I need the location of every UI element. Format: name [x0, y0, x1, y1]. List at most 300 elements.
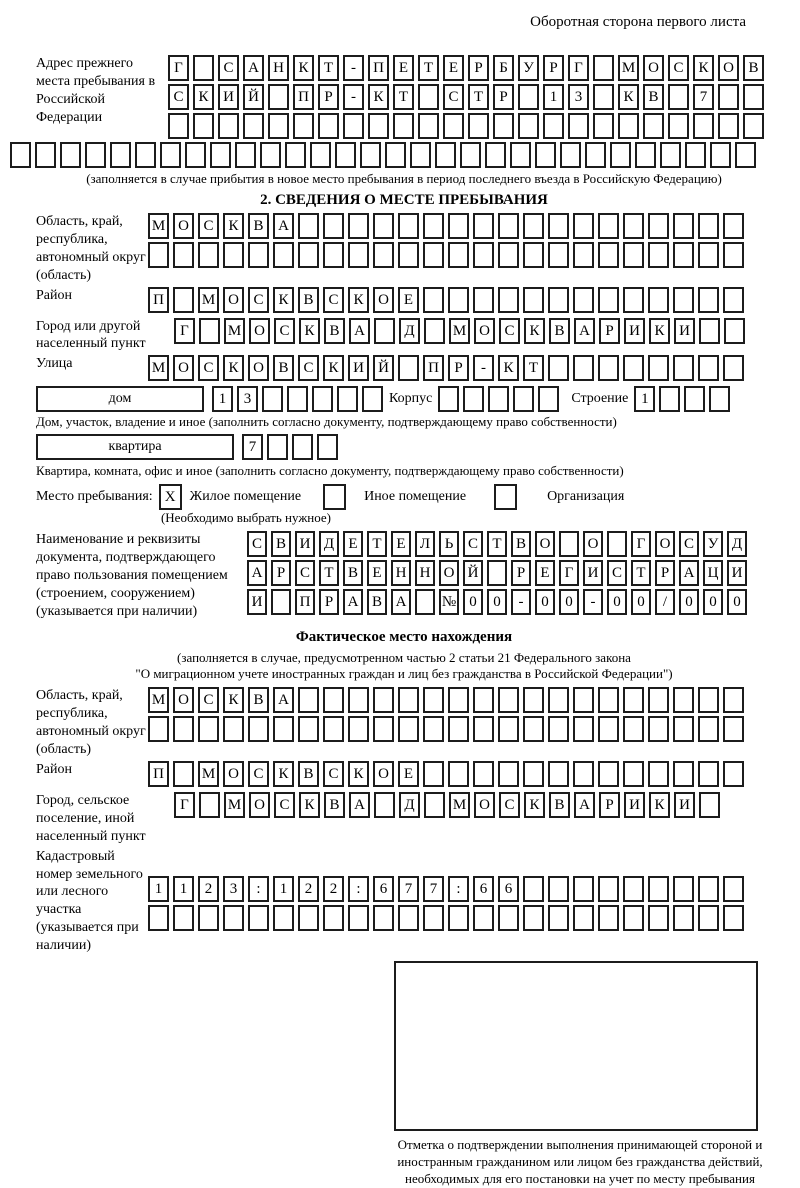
- char-cell[interactable]: 3: [223, 876, 244, 902]
- char-cell[interactable]: [262, 386, 283, 412]
- char-cell[interactable]: Б: [493, 55, 514, 81]
- char-cell[interactable]: [698, 716, 719, 742]
- char-cell[interactable]: [623, 876, 644, 902]
- char-cell[interactable]: 1: [173, 876, 194, 902]
- char-cell[interactable]: 7: [693, 84, 714, 110]
- char-cell[interactable]: [598, 876, 619, 902]
- char-cell[interactable]: В: [743, 55, 764, 81]
- char-cell[interactable]: Й: [373, 355, 394, 381]
- char-cell[interactable]: И: [247, 589, 267, 615]
- char-cell[interactable]: Г: [631, 531, 651, 557]
- char-cell[interactable]: [498, 716, 519, 742]
- char-cell[interactable]: Е: [367, 560, 387, 586]
- char-cell[interactable]: [60, 142, 81, 168]
- char-cell[interactable]: [335, 142, 356, 168]
- char-cell[interactable]: О: [173, 213, 194, 239]
- char-cell[interactable]: [523, 687, 544, 713]
- char-cell[interactable]: [410, 142, 431, 168]
- char-cell[interactable]: [648, 716, 669, 742]
- char-cell[interactable]: Г: [559, 560, 579, 586]
- char-cell[interactable]: В: [298, 761, 319, 787]
- char-cell[interactable]: [298, 242, 319, 268]
- char-cell[interactable]: С: [323, 761, 344, 787]
- char-cell[interactable]: [673, 687, 694, 713]
- char-cell[interactable]: [673, 761, 694, 787]
- char-cell[interactable]: 6: [373, 876, 394, 902]
- char-cell[interactable]: В: [367, 589, 387, 615]
- char-cell[interactable]: Е: [535, 560, 555, 586]
- char-cell[interactable]: [298, 905, 319, 931]
- char-cell[interactable]: С: [679, 531, 699, 557]
- char-cell[interactable]: П: [148, 761, 169, 787]
- char-cell[interactable]: М: [148, 687, 169, 713]
- char-cell[interactable]: И: [295, 531, 315, 557]
- char-cell[interactable]: Т: [393, 84, 414, 110]
- char-cell[interactable]: П: [293, 84, 314, 110]
- char-cell[interactable]: [398, 905, 419, 931]
- char-cell[interactable]: [548, 242, 569, 268]
- char-cell[interactable]: [448, 213, 469, 239]
- char-cell[interactable]: А: [349, 792, 370, 818]
- char-cell[interactable]: [668, 113, 689, 139]
- char-cell[interactable]: [635, 142, 656, 168]
- char-cell[interactable]: С: [298, 355, 319, 381]
- char-cell[interactable]: М: [148, 213, 169, 239]
- char-cell[interactable]: [498, 213, 519, 239]
- char-cell[interactable]: [685, 142, 706, 168]
- char-cell[interactable]: [373, 905, 394, 931]
- char-cell[interactable]: П: [368, 55, 389, 81]
- char-cell[interactable]: К: [693, 55, 714, 81]
- char-cell[interactable]: О: [474, 792, 495, 818]
- char-cell[interactable]: П: [423, 355, 444, 381]
- char-cell[interactable]: [468, 113, 489, 139]
- char-cell[interactable]: К: [649, 318, 670, 344]
- char-cell[interactable]: [398, 355, 419, 381]
- char-cell[interactable]: О: [173, 687, 194, 713]
- char-cell[interactable]: [698, 355, 719, 381]
- char-cell[interactable]: [173, 761, 194, 787]
- char-cell[interactable]: [598, 287, 619, 313]
- char-cell[interactable]: О: [718, 55, 739, 81]
- char-cell[interactable]: С: [499, 792, 520, 818]
- char-cell[interactable]: [298, 716, 319, 742]
- char-cell[interactable]: [298, 687, 319, 713]
- char-cell[interactable]: [543, 113, 564, 139]
- char-cell[interactable]: [373, 716, 394, 742]
- char-cell[interactable]: 3: [568, 84, 589, 110]
- char-cell[interactable]: Е: [398, 761, 419, 787]
- char-cell[interactable]: [698, 761, 719, 787]
- char-cell[interactable]: [648, 687, 669, 713]
- char-cell[interactable]: [623, 761, 644, 787]
- char-cell[interactable]: 0: [727, 589, 747, 615]
- char-cell[interactable]: [598, 716, 619, 742]
- char-cell[interactable]: [523, 761, 544, 787]
- char-cell[interactable]: 1: [543, 84, 564, 110]
- char-cell[interactable]: О: [643, 55, 664, 81]
- char-cell[interactable]: В: [549, 318, 570, 344]
- char-cell[interactable]: [198, 242, 219, 268]
- char-cell[interactable]: [684, 386, 705, 412]
- char-cell[interactable]: А: [679, 560, 699, 586]
- char-cell[interactable]: 0: [463, 589, 483, 615]
- char-cell[interactable]: О: [223, 287, 244, 313]
- char-cell[interactable]: [643, 113, 664, 139]
- char-cell[interactable]: [193, 113, 214, 139]
- char-cell[interactable]: Й: [463, 560, 483, 586]
- apartment-type-box[interactable]: квартира: [36, 434, 234, 460]
- char-cell[interactable]: [698, 242, 719, 268]
- char-cell[interactable]: [598, 905, 619, 931]
- char-cell[interactable]: В: [324, 318, 345, 344]
- char-cell[interactable]: [298, 213, 319, 239]
- char-cell[interactable]: Е: [343, 531, 363, 557]
- char-cell[interactable]: [523, 242, 544, 268]
- char-cell[interactable]: Т: [487, 531, 507, 557]
- char-cell[interactable]: Р: [448, 355, 469, 381]
- char-cell[interactable]: М: [224, 318, 245, 344]
- char-cell[interactable]: [598, 687, 619, 713]
- char-cell[interactable]: [693, 113, 714, 139]
- char-cell[interactable]: И: [583, 560, 603, 586]
- char-cell[interactable]: [573, 905, 594, 931]
- char-cell[interactable]: [35, 142, 56, 168]
- char-cell[interactable]: [398, 213, 419, 239]
- char-cell[interactable]: [593, 84, 614, 110]
- char-cell[interactable]: [568, 113, 589, 139]
- char-cell[interactable]: К: [524, 792, 545, 818]
- char-cell[interactable]: [393, 113, 414, 139]
- char-cell[interactable]: [485, 142, 506, 168]
- char-cell[interactable]: [743, 113, 764, 139]
- char-cell[interactable]: [623, 905, 644, 931]
- char-cell[interactable]: [438, 386, 459, 412]
- char-cell[interactable]: [648, 213, 669, 239]
- char-cell[interactable]: [648, 905, 669, 931]
- char-cell[interactable]: [360, 142, 381, 168]
- char-cell[interactable]: И: [727, 560, 747, 586]
- char-cell[interactable]: К: [273, 761, 294, 787]
- char-cell[interactable]: [292, 434, 313, 460]
- char-cell[interactable]: В: [248, 213, 269, 239]
- char-cell[interactable]: К: [193, 84, 214, 110]
- char-cell[interactable]: [548, 876, 569, 902]
- char-cell[interactable]: [548, 761, 569, 787]
- char-cell[interactable]: С: [443, 84, 464, 110]
- char-cell[interactable]: 7: [242, 434, 263, 460]
- char-cell[interactable]: [348, 716, 369, 742]
- char-cell[interactable]: -: [343, 55, 364, 81]
- char-cell[interactable]: [573, 287, 594, 313]
- char-cell[interactable]: [473, 287, 494, 313]
- char-cell[interactable]: О: [249, 318, 270, 344]
- char-cell[interactable]: [698, 687, 719, 713]
- char-cell[interactable]: [373, 242, 394, 268]
- char-cell[interactable]: [585, 142, 606, 168]
- char-cell[interactable]: [538, 386, 559, 412]
- char-cell[interactable]: [423, 761, 444, 787]
- char-cell[interactable]: [398, 687, 419, 713]
- char-cell[interactable]: [110, 142, 131, 168]
- char-cell[interactable]: К: [323, 355, 344, 381]
- char-cell[interactable]: И: [624, 318, 645, 344]
- char-cell[interactable]: [193, 55, 214, 81]
- char-cell[interactable]: 0: [487, 589, 507, 615]
- char-cell[interactable]: Е: [398, 287, 419, 313]
- char-cell[interactable]: [423, 905, 444, 931]
- char-cell[interactable]: С: [198, 213, 219, 239]
- char-cell[interactable]: [723, 287, 744, 313]
- char-cell[interactable]: О: [173, 355, 194, 381]
- char-cell[interactable]: И: [674, 792, 695, 818]
- char-cell[interactable]: [659, 386, 680, 412]
- char-cell[interactable]: К: [348, 761, 369, 787]
- char-cell[interactable]: [623, 355, 644, 381]
- char-cell[interactable]: [463, 386, 484, 412]
- char-cell[interactable]: [523, 716, 544, 742]
- char-cell[interactable]: [535, 142, 556, 168]
- char-cell[interactable]: [699, 792, 720, 818]
- char-cell[interactable]: [343, 113, 364, 139]
- char-cell[interactable]: А: [247, 560, 267, 586]
- char-cell[interactable]: К: [618, 84, 639, 110]
- char-cell[interactable]: [548, 213, 569, 239]
- char-cell[interactable]: [723, 687, 744, 713]
- char-cell[interactable]: [510, 142, 531, 168]
- char-cell[interactable]: Г: [168, 55, 189, 81]
- char-cell[interactable]: [548, 287, 569, 313]
- char-cell[interactable]: Р: [599, 792, 620, 818]
- char-cell[interactable]: [698, 213, 719, 239]
- char-cell[interactable]: [724, 318, 745, 344]
- char-cell[interactable]: [623, 716, 644, 742]
- char-cell[interactable]: [648, 876, 669, 902]
- char-cell[interactable]: -: [343, 84, 364, 110]
- char-cell[interactable]: [443, 113, 464, 139]
- char-cell[interactable]: О: [249, 792, 270, 818]
- char-cell[interactable]: [673, 287, 694, 313]
- char-cell[interactable]: В: [298, 287, 319, 313]
- char-cell[interactable]: Д: [399, 792, 420, 818]
- char-cell[interactable]: Е: [443, 55, 464, 81]
- char-cell[interactable]: [424, 318, 445, 344]
- char-cell[interactable]: А: [273, 687, 294, 713]
- char-cell[interactable]: [473, 905, 494, 931]
- char-cell[interactable]: В: [511, 531, 531, 557]
- char-cell[interactable]: [698, 287, 719, 313]
- char-cell[interactable]: [235, 142, 256, 168]
- char-cell[interactable]: [623, 242, 644, 268]
- char-cell[interactable]: -: [473, 355, 494, 381]
- char-cell[interactable]: [323, 213, 344, 239]
- char-cell[interactable]: [735, 142, 756, 168]
- char-cell[interactable]: Й: [243, 84, 264, 110]
- char-cell[interactable]: [199, 318, 220, 344]
- char-cell[interactable]: [518, 113, 539, 139]
- char-cell[interactable]: [223, 716, 244, 742]
- char-cell[interactable]: [310, 142, 331, 168]
- char-cell[interactable]: Г: [568, 55, 589, 81]
- char-cell[interactable]: /: [655, 589, 675, 615]
- char-cell[interactable]: [673, 213, 694, 239]
- char-cell[interactable]: [560, 142, 581, 168]
- char-cell[interactable]: [248, 242, 269, 268]
- char-cell[interactable]: Т: [367, 531, 387, 557]
- char-cell[interactable]: [323, 687, 344, 713]
- char-cell[interactable]: Д: [319, 531, 339, 557]
- char-cell[interactable]: К: [223, 213, 244, 239]
- char-cell[interactable]: [709, 386, 730, 412]
- char-cell[interactable]: М: [198, 761, 219, 787]
- char-cell[interactable]: Н: [268, 55, 289, 81]
- char-cell[interactable]: С: [274, 792, 295, 818]
- char-cell[interactable]: Р: [468, 55, 489, 81]
- char-cell[interactable]: В: [643, 84, 664, 110]
- char-cell[interactable]: [168, 113, 189, 139]
- char-cell[interactable]: [362, 386, 383, 412]
- char-cell[interactable]: К: [649, 792, 670, 818]
- char-cell[interactable]: Р: [493, 84, 514, 110]
- char-cell[interactable]: [448, 287, 469, 313]
- char-cell[interactable]: -: [583, 589, 603, 615]
- char-cell[interactable]: [473, 761, 494, 787]
- char-cell[interactable]: А: [349, 318, 370, 344]
- char-cell[interactable]: [243, 113, 264, 139]
- char-cell[interactable]: [523, 905, 544, 931]
- char-cell[interactable]: Е: [393, 55, 414, 81]
- char-cell[interactable]: С: [248, 287, 269, 313]
- char-cell[interactable]: А: [574, 318, 595, 344]
- char-cell[interactable]: [448, 905, 469, 931]
- char-cell[interactable]: [348, 687, 369, 713]
- char-cell[interactable]: [498, 687, 519, 713]
- char-cell[interactable]: :: [448, 876, 469, 902]
- char-cell[interactable]: Р: [599, 318, 620, 344]
- char-cell[interactable]: Д: [399, 318, 420, 344]
- char-cell[interactable]: [573, 761, 594, 787]
- char-cell[interactable]: 0: [631, 589, 651, 615]
- char-cell[interactable]: [268, 84, 289, 110]
- char-cell[interactable]: [573, 242, 594, 268]
- char-cell[interactable]: [148, 716, 169, 742]
- char-cell[interactable]: Т: [523, 355, 544, 381]
- char-cell[interactable]: [548, 905, 569, 931]
- char-cell[interactable]: 0: [607, 589, 627, 615]
- char-cell[interactable]: [423, 242, 444, 268]
- char-cell[interactable]: К: [348, 287, 369, 313]
- char-cell[interactable]: Ц: [703, 560, 723, 586]
- char-cell[interactable]: Д: [727, 531, 747, 557]
- char-cell[interactable]: В: [343, 560, 363, 586]
- char-cell[interactable]: [448, 716, 469, 742]
- char-cell[interactable]: [498, 242, 519, 268]
- char-cell[interactable]: А: [343, 589, 363, 615]
- char-cell[interactable]: [498, 905, 519, 931]
- char-cell[interactable]: Е: [391, 531, 411, 557]
- char-cell[interactable]: Р: [271, 560, 291, 586]
- char-cell[interactable]: [199, 792, 220, 818]
- char-cell[interactable]: [723, 905, 744, 931]
- char-cell[interactable]: А: [243, 55, 264, 81]
- char-cell[interactable]: П: [295, 589, 315, 615]
- char-cell[interactable]: [598, 355, 619, 381]
- char-cell[interactable]: [668, 84, 689, 110]
- char-cell[interactable]: [398, 242, 419, 268]
- char-cell[interactable]: О: [373, 287, 394, 313]
- char-cell[interactable]: Ь: [439, 531, 459, 557]
- char-cell[interactable]: 1: [212, 386, 233, 412]
- char-cell[interactable]: С: [323, 287, 344, 313]
- char-cell[interactable]: Г: [174, 318, 195, 344]
- char-cell[interactable]: К: [293, 55, 314, 81]
- char-cell[interactable]: [573, 716, 594, 742]
- char-cell[interactable]: [368, 113, 389, 139]
- char-cell[interactable]: [473, 716, 494, 742]
- char-cell[interactable]: Р: [511, 560, 531, 586]
- char-cell[interactable]: К: [368, 84, 389, 110]
- char-cell[interactable]: [173, 242, 194, 268]
- char-cell[interactable]: [198, 905, 219, 931]
- char-cell[interactable]: [185, 142, 206, 168]
- char-cell[interactable]: [523, 213, 544, 239]
- stay-type-checkbox-organization[interactable]: [494, 484, 517, 510]
- char-cell[interactable]: К: [273, 287, 294, 313]
- char-cell[interactable]: С: [247, 531, 267, 557]
- char-cell[interactable]: [593, 55, 614, 81]
- char-cell[interactable]: [723, 242, 744, 268]
- char-cell[interactable]: И: [674, 318, 695, 344]
- char-cell[interactable]: [623, 687, 644, 713]
- char-cell[interactable]: [648, 287, 669, 313]
- char-cell[interactable]: [573, 876, 594, 902]
- char-cell[interactable]: М: [224, 792, 245, 818]
- char-cell[interactable]: [385, 142, 406, 168]
- char-cell[interactable]: Н: [415, 560, 435, 586]
- char-cell[interactable]: И: [348, 355, 369, 381]
- char-cell[interactable]: [487, 560, 507, 586]
- char-cell[interactable]: [348, 905, 369, 931]
- char-cell[interactable]: [198, 716, 219, 742]
- char-cell[interactable]: [660, 142, 681, 168]
- char-cell[interactable]: [318, 113, 339, 139]
- char-cell[interactable]: К: [223, 687, 244, 713]
- char-cell[interactable]: М: [449, 792, 470, 818]
- char-cell[interactable]: :: [348, 876, 369, 902]
- char-cell[interactable]: [273, 242, 294, 268]
- char-cell[interactable]: С: [463, 531, 483, 557]
- char-cell[interactable]: Г: [174, 792, 195, 818]
- char-cell[interactable]: О: [439, 560, 459, 586]
- char-cell[interactable]: 1: [148, 876, 169, 902]
- char-cell[interactable]: [548, 355, 569, 381]
- char-cell[interactable]: [673, 355, 694, 381]
- char-cell[interactable]: [573, 213, 594, 239]
- char-cell[interactable]: М: [198, 287, 219, 313]
- char-cell[interactable]: [135, 142, 156, 168]
- char-cell[interactable]: К: [223, 355, 244, 381]
- char-cell[interactable]: Т: [468, 84, 489, 110]
- char-cell[interactable]: [723, 761, 744, 787]
- char-cell[interactable]: [337, 386, 358, 412]
- char-cell[interactable]: Р: [319, 589, 339, 615]
- char-cell[interactable]: Н: [391, 560, 411, 586]
- char-cell[interactable]: [513, 386, 534, 412]
- char-cell[interactable]: С: [198, 355, 219, 381]
- char-cell[interactable]: И: [624, 792, 645, 818]
- char-cell[interactable]: 2: [298, 876, 319, 902]
- char-cell[interactable]: Р: [655, 560, 675, 586]
